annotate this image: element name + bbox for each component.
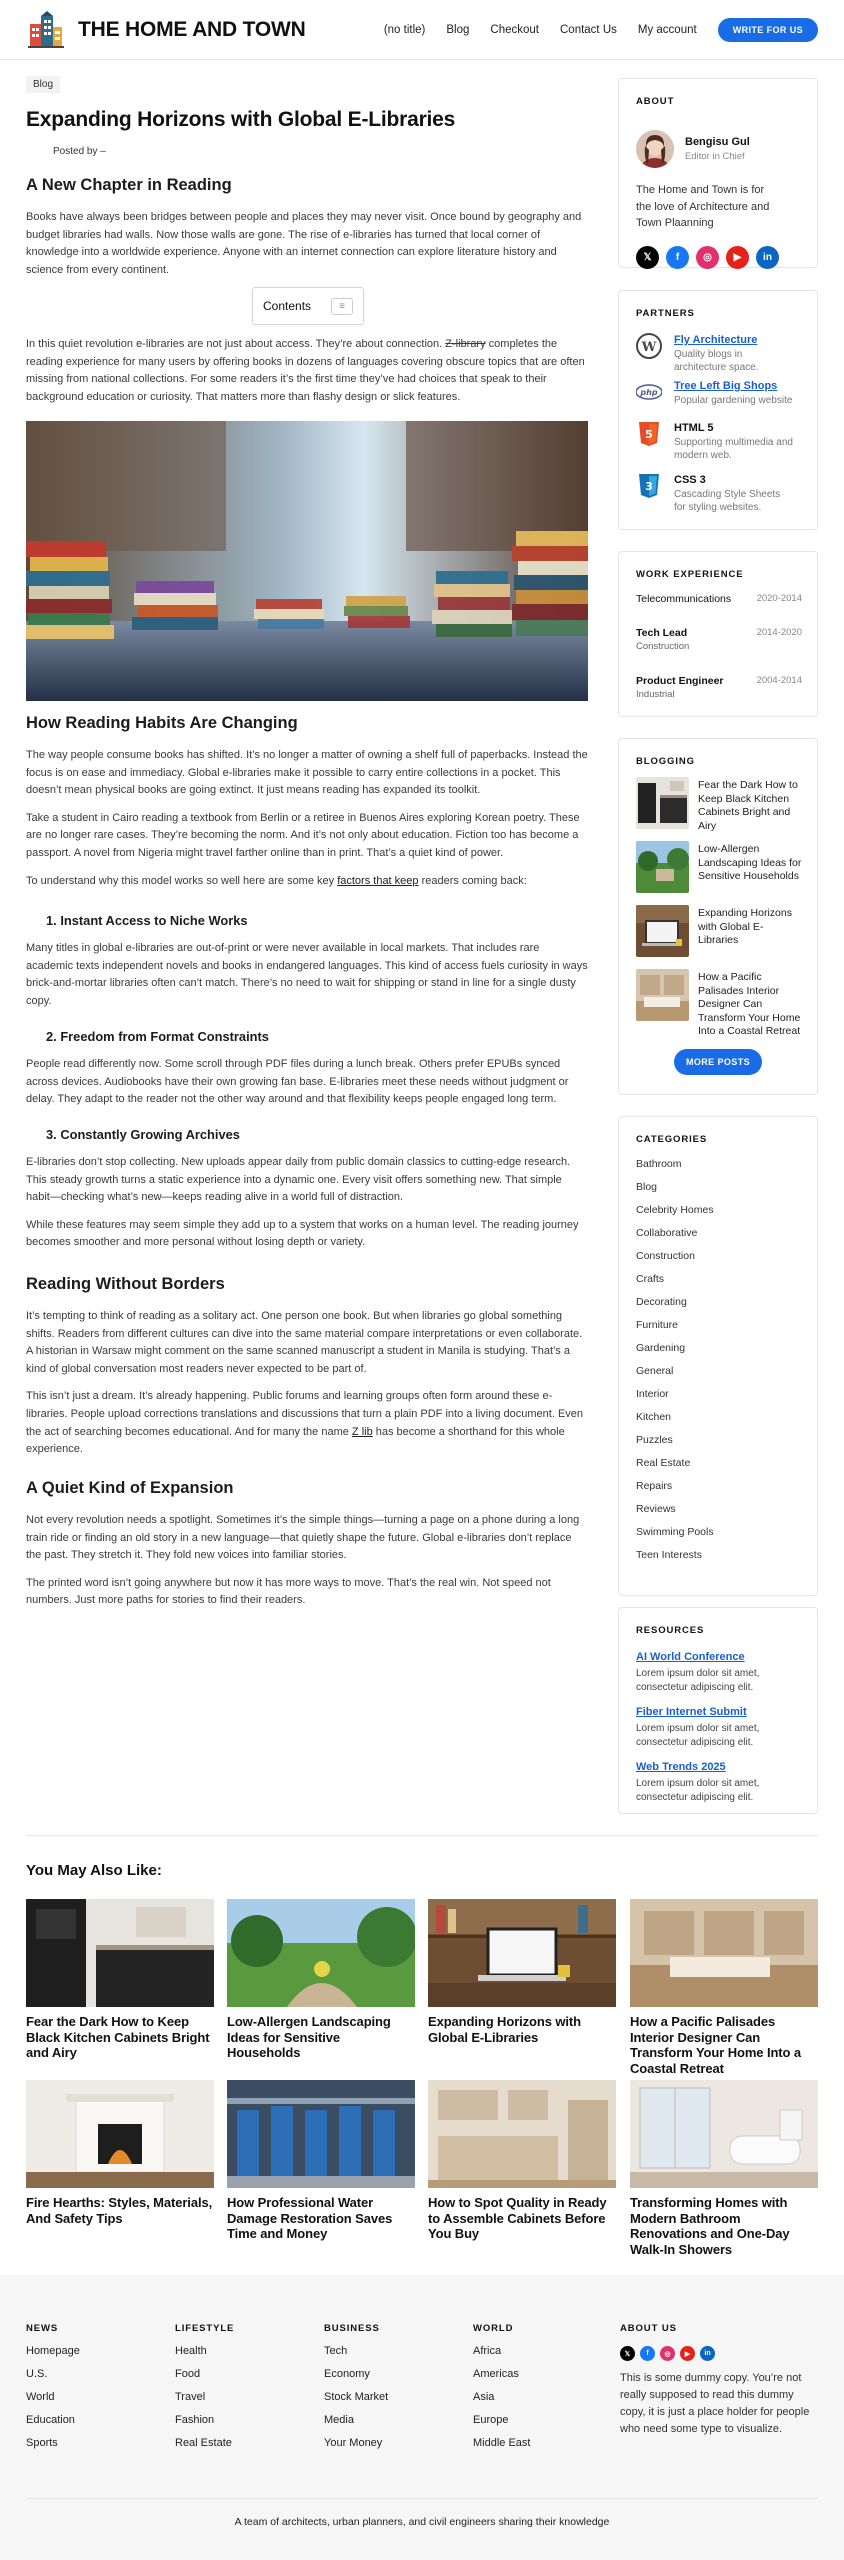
work-title: Telecommunications (636, 593, 732, 605)
about-widget (618, 78, 818, 268)
x-icon[interactable]: 𝕏 (620, 2346, 635, 2361)
footer-social-links (620, 2346, 820, 2361)
partner-item (636, 379, 806, 419)
related-card[interactable] (630, 2080, 818, 2257)
text: readers coming back: (418, 874, 527, 887)
instagram-icon[interactable]: ◎ (660, 2346, 675, 2361)
paragraph: The printed word isn’t going anywhere but now it has more ways to move. That’s the real win. Not speed not numbers. Just more paths for stories to find their readers. (26, 1576, 551, 1607)
site-title[interactable]: THE HOME AND TOWN (78, 17, 306, 41)
resource-item (636, 1706, 806, 1750)
card-image (227, 2080, 415, 2188)
category-link[interactable]: Furniture (636, 1319, 679, 1331)
footer-link[interactable]: Media (324, 2414, 354, 2426)
widget-heading: RESOURCES (636, 1625, 705, 1636)
blog-post-link[interactable] (636, 969, 802, 1037)
footer-link[interactable]: Africa (473, 2345, 502, 2357)
widget-heading: BLOGGING (636, 756, 695, 767)
footer-tagline: A team of architects, urban planners, and civil engineers sharing their knowledge (234, 2516, 610, 2528)
divider (26, 2498, 818, 2499)
footer-link[interactable]: Americas (473, 2368, 519, 2380)
list-title: Freedom from Format Constraints (60, 1029, 269, 1044)
text: completes the reading experience for many users by offering books in dozens of languages covering obscure topics that are often missing from national collections. For some readers it’s the first time they’ve had choices that speak to their background education or curiosity. That matters more than flashy design or slick features. (26, 338, 585, 403)
footer-heading: WORLD (473, 2323, 514, 2334)
text: To understand why this model works so well here are some key (26, 874, 338, 887)
svg-text:3: 3 (645, 480, 653, 493)
partner-desc: Cascading Style Sheets for styling websites. (674, 489, 781, 513)
related-card[interactable] (227, 2080, 415, 2242)
footer-link[interactable]: Travel (175, 2391, 206, 2403)
table-of-contents[interactable] (252, 287, 364, 325)
partner-name: CSS 3 (674, 474, 706, 486)
card-title: Fire Hearths: Styles, Materials, And Safety Tips (26, 2195, 213, 2226)
article-body (26, 1029, 588, 1109)
work-item (636, 675, 802, 700)
partner-name: HTML 5 (674, 422, 714, 434)
books-photo (26, 421, 588, 701)
author-role: Editor in Chief (685, 151, 745, 162)
footer-column (175, 2323, 315, 2449)
list-heading (26, 913, 588, 928)
post-thumbnail (636, 777, 689, 829)
footer-heading: BUSINESS (324, 2323, 380, 2334)
footer-about (620, 2323, 820, 2438)
category-link[interactable]: Gardening (636, 1342, 686, 1354)
facebook-icon[interactable]: f (666, 246, 689, 269)
categories-widget (618, 1116, 818, 1596)
card-image (227, 1899, 415, 2007)
widget-heading: PARTNERS (636, 308, 695, 319)
blog-post-link[interactable] (636, 841, 802, 897)
byline: Posted by – (53, 146, 106, 158)
widget-heading: ABOUT (636, 96, 675, 107)
footer-about-text: This is some dummy copy. You’re not really supposed to read this dummy copy, it is just a place holder for people who need some type to visualize. (620, 2372, 810, 2435)
site-header (0, 0, 844, 60)
youtube-icon[interactable]: ▶ (726, 246, 749, 269)
resource-link[interactable]: Fiber Internet Submit (636, 1706, 747, 1718)
post-thumbnail (636, 969, 689, 1021)
paragraph: People read differently now. Some scroll through PDF files during a lunch break. Others prefer EPUBs synced across devices. Audiobooks have their own growing fan base. E-libraries meet these needs without judgment or delay. They adapt to the reader not the other way around and that flexibility keeps people engaged long term. (26, 1058, 569, 1106)
footer-link[interactable]: Homepage (26, 2345, 80, 2357)
footer-link[interactable]: Health (175, 2345, 207, 2357)
category-link[interactable]: Repairs (636, 1480, 673, 1492)
paragraph: It’s tempting to think of reading as a solitary act. One person one book. But when libraries go global something shifts. Readers from different cultures can dive into the same material compare interpretations or even collaborate. A historian in Warsaw might comment on the same scanned manuscript a student in Manila is studying. That’s a kind of global conversation most readers never expected to be part of. (26, 1310, 583, 1375)
paragraph (26, 873, 588, 891)
blog-post-link[interactable] (636, 777, 802, 833)
nav-item-no-title[interactable]: (no title) (383, 23, 426, 36)
card-title: How to Spot Quality in Ready to Assemble Cabinets Before You Buy (428, 2195, 607, 2241)
footer-link[interactable]: Education (26, 2414, 75, 2426)
category-link[interactable]: Collaborative (636, 1227, 698, 1239)
work-years: 2014-2020 (756, 627, 802, 638)
toc-label: Contents (263, 299, 312, 313)
widget-heading: CATEGORIES (636, 1134, 708, 1145)
list-number: 1. (46, 913, 57, 928)
nav-item-contact[interactable]: Contact Us (560, 23, 617, 36)
post-thumbnail (636, 905, 689, 957)
text: In this quiet revolution e-libraries are not just about access. They’re about connection. (26, 338, 446, 350)
card-image (428, 2080, 616, 2188)
related-card[interactable] (26, 1899, 214, 2061)
work-years: 2004-2014 (756, 675, 802, 686)
category-link[interactable]: Celebrity Homes (636, 1204, 714, 1216)
site-logo-icon[interactable] (26, 10, 66, 50)
inline-link[interactable]: factors that keep (337, 874, 419, 887)
partners-widget (618, 290, 818, 530)
work-item (636, 593, 802, 605)
footer-heading: LIFESTYLE (175, 2323, 235, 2334)
card-title: Transforming Homes with Modern Bathroom Renovations and One-Day Walk-In Showers (630, 2195, 790, 2257)
post-title: Fear the Dark How to Keep Black Kitchen Cabinets Bright and Airy (698, 779, 798, 832)
footer-column (324, 2323, 464, 2449)
resource-link[interactable]: Web Trends 2025 (636, 1761, 726, 1773)
resource-desc: Lorem ipsum dolor sit amet, consectetur adipiscing elit. (636, 1668, 760, 1693)
linkedin-icon[interactable]: in (700, 2346, 715, 2361)
toc-toggle-icon[interactable]: ≡ (331, 298, 353, 315)
list-number: 2. (46, 1029, 57, 1044)
post-thumbnail (636, 841, 689, 893)
post-title: Expanding Horizons with Global E-Libraries (698, 907, 792, 946)
work-subtitle: Industrial (636, 689, 675, 700)
paragraph (26, 336, 588, 406)
paragraph: Not every revolution needs a spotlight. Sometimes it’s the simple things—turning a page on a phone during a long train ride or finding an old story in a new language—that quietly shape the future. Global e-libraries don’t replace the past. They stretch it. They fold new voices into familiar stories. (26, 1514, 580, 1562)
instagram-icon[interactable]: ◎ (696, 246, 719, 269)
php-icon (636, 379, 662, 405)
youtube-icon[interactable]: ▶ (680, 2346, 695, 2361)
paragraph: While these features may seem simple they add up to a system that works on a human level. The reading journey becomes smoother and more personal without losing depth or variety. (26, 1218, 579, 1249)
breadcrumb[interactable]: Blog (26, 76, 60, 93)
resources-widget (618, 1607, 818, 1814)
list-number: 3. (46, 1127, 57, 1142)
section-heading: A New Chapter in Reading (26, 176, 232, 194)
category-link[interactable]: Real Estate (636, 1457, 691, 1469)
related-heading: You May Also Like: (26, 1862, 162, 1879)
social-links (636, 246, 779, 269)
card-image (428, 1899, 616, 2007)
related-card[interactable] (630, 1899, 818, 2076)
resource-desc: Lorem ipsum dolor sit amet, consectetur adipiscing elit. (636, 1778, 760, 1803)
text: has become a shorthand for this whole experience. (26, 1425, 565, 1456)
work-subtitle: Construction (636, 641, 690, 652)
author-bio: The Home and Town is for the love of Architecture and Town Plaanning (636, 184, 770, 229)
post-title: Low-Allergen Landscaping Ideas for Sensitive Households (698, 843, 802, 882)
work-title: Product Engineer (636, 675, 724, 687)
page-title: Expanding Horizons with Global E-Libraries (26, 108, 456, 131)
svg-text:php: php (640, 388, 658, 397)
category-link[interactable]: General (636, 1365, 674, 1377)
svg-text:5: 5 (645, 428, 653, 441)
related-card[interactable] (227, 1899, 415, 2061)
paragraph: Many titles in global e-libraries are out-of-print or were never available in local markets. That includes rare academic texts independent novels and books in endangered languages. This kind of access fuels curiosity in ways brick-and-mortar libraries often can’t match. There’s no need to wait for shipping or stand in line for a single dusty copy. (26, 942, 588, 1007)
resource-item (636, 1761, 806, 1805)
paragraph: E-libraries don’t stop collecting. New uploads appear daily from public domain classics to cutting-edge research. This steady growth turns a static experience into a dynamic one. Every visit offers something new. That simple habit—checking what’s new—keeps reading alive in a world full of distraction. (26, 1156, 571, 1204)
category-link[interactable]: Crafts (636, 1273, 665, 1285)
category-link[interactable]: Teen Interests (636, 1549, 702, 1561)
footer-link[interactable]: World (26, 2391, 55, 2403)
strike-text: Z-library (445, 338, 486, 350)
paragraph: Take a student in Cairo reading a textbook from Berlin or a retiree in Buenos Aires exploring Korean poetry. These are no longer rare cases. They’re becoming the norm. And it’s not only about education. Fiction too has become a passport. A novel from Nigeria might travel farther online than in print. That’s a quiet kind of power. (26, 811, 580, 859)
card-image (630, 1899, 818, 2007)
blog-post-link[interactable] (636, 905, 802, 961)
partner-desc: Popular gardening website (674, 395, 793, 406)
category-link[interactable]: Blog (636, 1181, 658, 1193)
nav-item-account[interactable]: My account (637, 23, 697, 36)
text: This isn’t just a dream. It’s already happening. Public forums and learning groups often form around these e-libraries. People upload corrections translations and discussions that turn a plain PDF into a living document. Even the act of searching becomes educational. And for many the name (26, 1390, 584, 1438)
category-link[interactable]: Construction (636, 1250, 695, 1262)
widget-heading: WORK EXPERIENCE (636, 569, 744, 580)
footer-heading: NEWS (26, 2323, 59, 2334)
work-title: Tech Lead (636, 627, 688, 639)
category-link[interactable]: Swimming Pools (636, 1526, 714, 1538)
section-heading: A Quiet Kind of Expansion (26, 1479, 234, 1497)
card-image (26, 1899, 214, 2007)
footer-link[interactable]: Asia (473, 2391, 495, 2403)
nav-item-checkout[interactable]: Checkout (490, 23, 539, 36)
facebook-icon[interactable]: f (640, 2346, 655, 2361)
x-icon[interactable]: 𝕏 (636, 246, 659, 269)
footer-link[interactable]: Sports (26, 2437, 58, 2449)
write-for-us-button[interactable]: WRITE FOR US (718, 18, 818, 42)
partner-link[interactable]: Tree Left Big Shops (674, 380, 778, 392)
article-body (26, 1479, 588, 1610)
more-posts-button[interactable]: MORE POSTS (674, 1049, 762, 1075)
paragraph: The way people consume books has shifted. It’s no longer a matter of owning a shelf full of paperbacks. Instead the focus is on ease and immediacy. Global e-libraries make it possible to carry entire collections in a pocket. This doesn’t mean physical books are going extinct. It just means reading has expanded its toolkit. (26, 749, 588, 797)
article-body (26, 714, 588, 890)
partner-item (636, 333, 806, 373)
section-heading: How Reading Habits Are Changing (26, 714, 298, 732)
main-nav (384, 18, 818, 42)
footer-link[interactable]: Real Estate (175, 2437, 232, 2449)
linkedin-icon[interactable]: in (756, 246, 779, 269)
resource-link[interactable]: AI World Conference (636, 1651, 745, 1663)
list-heading (26, 1029, 588, 1044)
partner-desc: Supporting multimedia and modern web. (674, 437, 793, 461)
category-link[interactable]: Interior (636, 1388, 669, 1400)
hero-image (26, 421, 588, 701)
footer-link[interactable]: Your Money (324, 2437, 383, 2449)
category-link[interactable]: Puzzles (636, 1434, 673, 1446)
partner-item (636, 421, 806, 461)
list-title: Instant Access to Niche Works (60, 913, 248, 928)
work-item (636, 627, 802, 652)
list-title: Constantly Growing Archives (60, 1127, 240, 1142)
css3-icon (636, 473, 662, 499)
footer-column (26, 2323, 166, 2449)
avatar (636, 130, 674, 168)
html5-icon (636, 421, 662, 447)
related-card[interactable] (26, 2080, 214, 2226)
inline-link[interactable]: Z lib (351, 1425, 373, 1438)
nav-item-blog[interactable]: Blog (446, 23, 470, 36)
work-years: 2020-2014 (756, 593, 802, 604)
related-card[interactable] (428, 1899, 616, 2045)
partner-desc: Quality blogs in architecture space. (674, 349, 759, 373)
card-title: How Professional Water Damage Restoration Saves Time and Money (227, 2195, 393, 2241)
category-link[interactable]: Decorating (636, 1296, 687, 1308)
footer-link[interactable]: Stock Market (324, 2391, 389, 2403)
card-title: How a Pacific Palisades Interior Designer Can Transform Your Home Into a Coastal Retreat (630, 2014, 802, 2076)
category-link[interactable]: Bathroom (636, 1158, 682, 1170)
card-title: Low-Allergen Landscaping Ideas for Sensitive Households (227, 2014, 391, 2060)
post-title: How a Pacific Palisades Interior Designer Can Transform Your Home Into a Coastal Retreat (698, 971, 801, 1037)
card-image (26, 2080, 214, 2188)
author-name: Bengisu Gul (685, 136, 750, 148)
footer-column (473, 2323, 613, 2449)
related-card[interactable] (428, 2080, 616, 2242)
category-link[interactable]: Kitchen (636, 1411, 672, 1423)
resource-desc: Lorem ipsum dolor sit amet, consectetur adipiscing elit. (636, 1723, 760, 1748)
category-link[interactable]: Reviews (636, 1503, 676, 1515)
partner-link[interactable]: Fly Architecture (674, 334, 758, 346)
card-image (630, 2080, 818, 2188)
section-heading: Reading Without Borders (26, 1275, 225, 1293)
card-title: Expanding Horizons with Global E-Libraries (428, 2014, 581, 2045)
work-experience-widget (618, 551, 818, 717)
footer-link[interactable]: U.S. (26, 2368, 48, 2380)
paragraph: Books have always been bridges between people and places they may never visit. Once bound by geography and budget libraries had walls. Now those walls are gone. The rise of e-libraries has turned that local corner of knowledge into a worldwide experience. Anyone with an internet connection can explore literature history and science from every continent. (26, 211, 582, 276)
blogging-widget (618, 738, 818, 1095)
article-body (26, 1275, 588, 1459)
divider (26, 1835, 818, 1836)
paragraph (26, 1388, 588, 1458)
card-title: Fear the Dark How to Keep Black Kitchen Cabinets Bright and Airy (26, 2014, 210, 2060)
footer-heading: ABOUT US (620, 2323, 677, 2334)
footer-link[interactable]: Economy (324, 2368, 370, 2380)
wordpress-icon (636, 333, 662, 359)
partner-item (636, 473, 806, 513)
footer-link[interactable]: Middle East (473, 2437, 531, 2449)
list-heading (26, 1127, 588, 1142)
article-body (26, 913, 588, 1010)
article-body (26, 176, 588, 279)
resource-item (636, 1651, 806, 1695)
footer-link[interactable]: Food (175, 2368, 201, 2380)
article-body (26, 1127, 588, 1252)
footer-link[interactable]: Fashion (175, 2414, 215, 2426)
article (26, 62, 588, 157)
footer-link[interactable]: Europe (473, 2414, 509, 2426)
svg-text:W: W (641, 340, 657, 355)
footer-link[interactable]: Tech (324, 2345, 348, 2357)
